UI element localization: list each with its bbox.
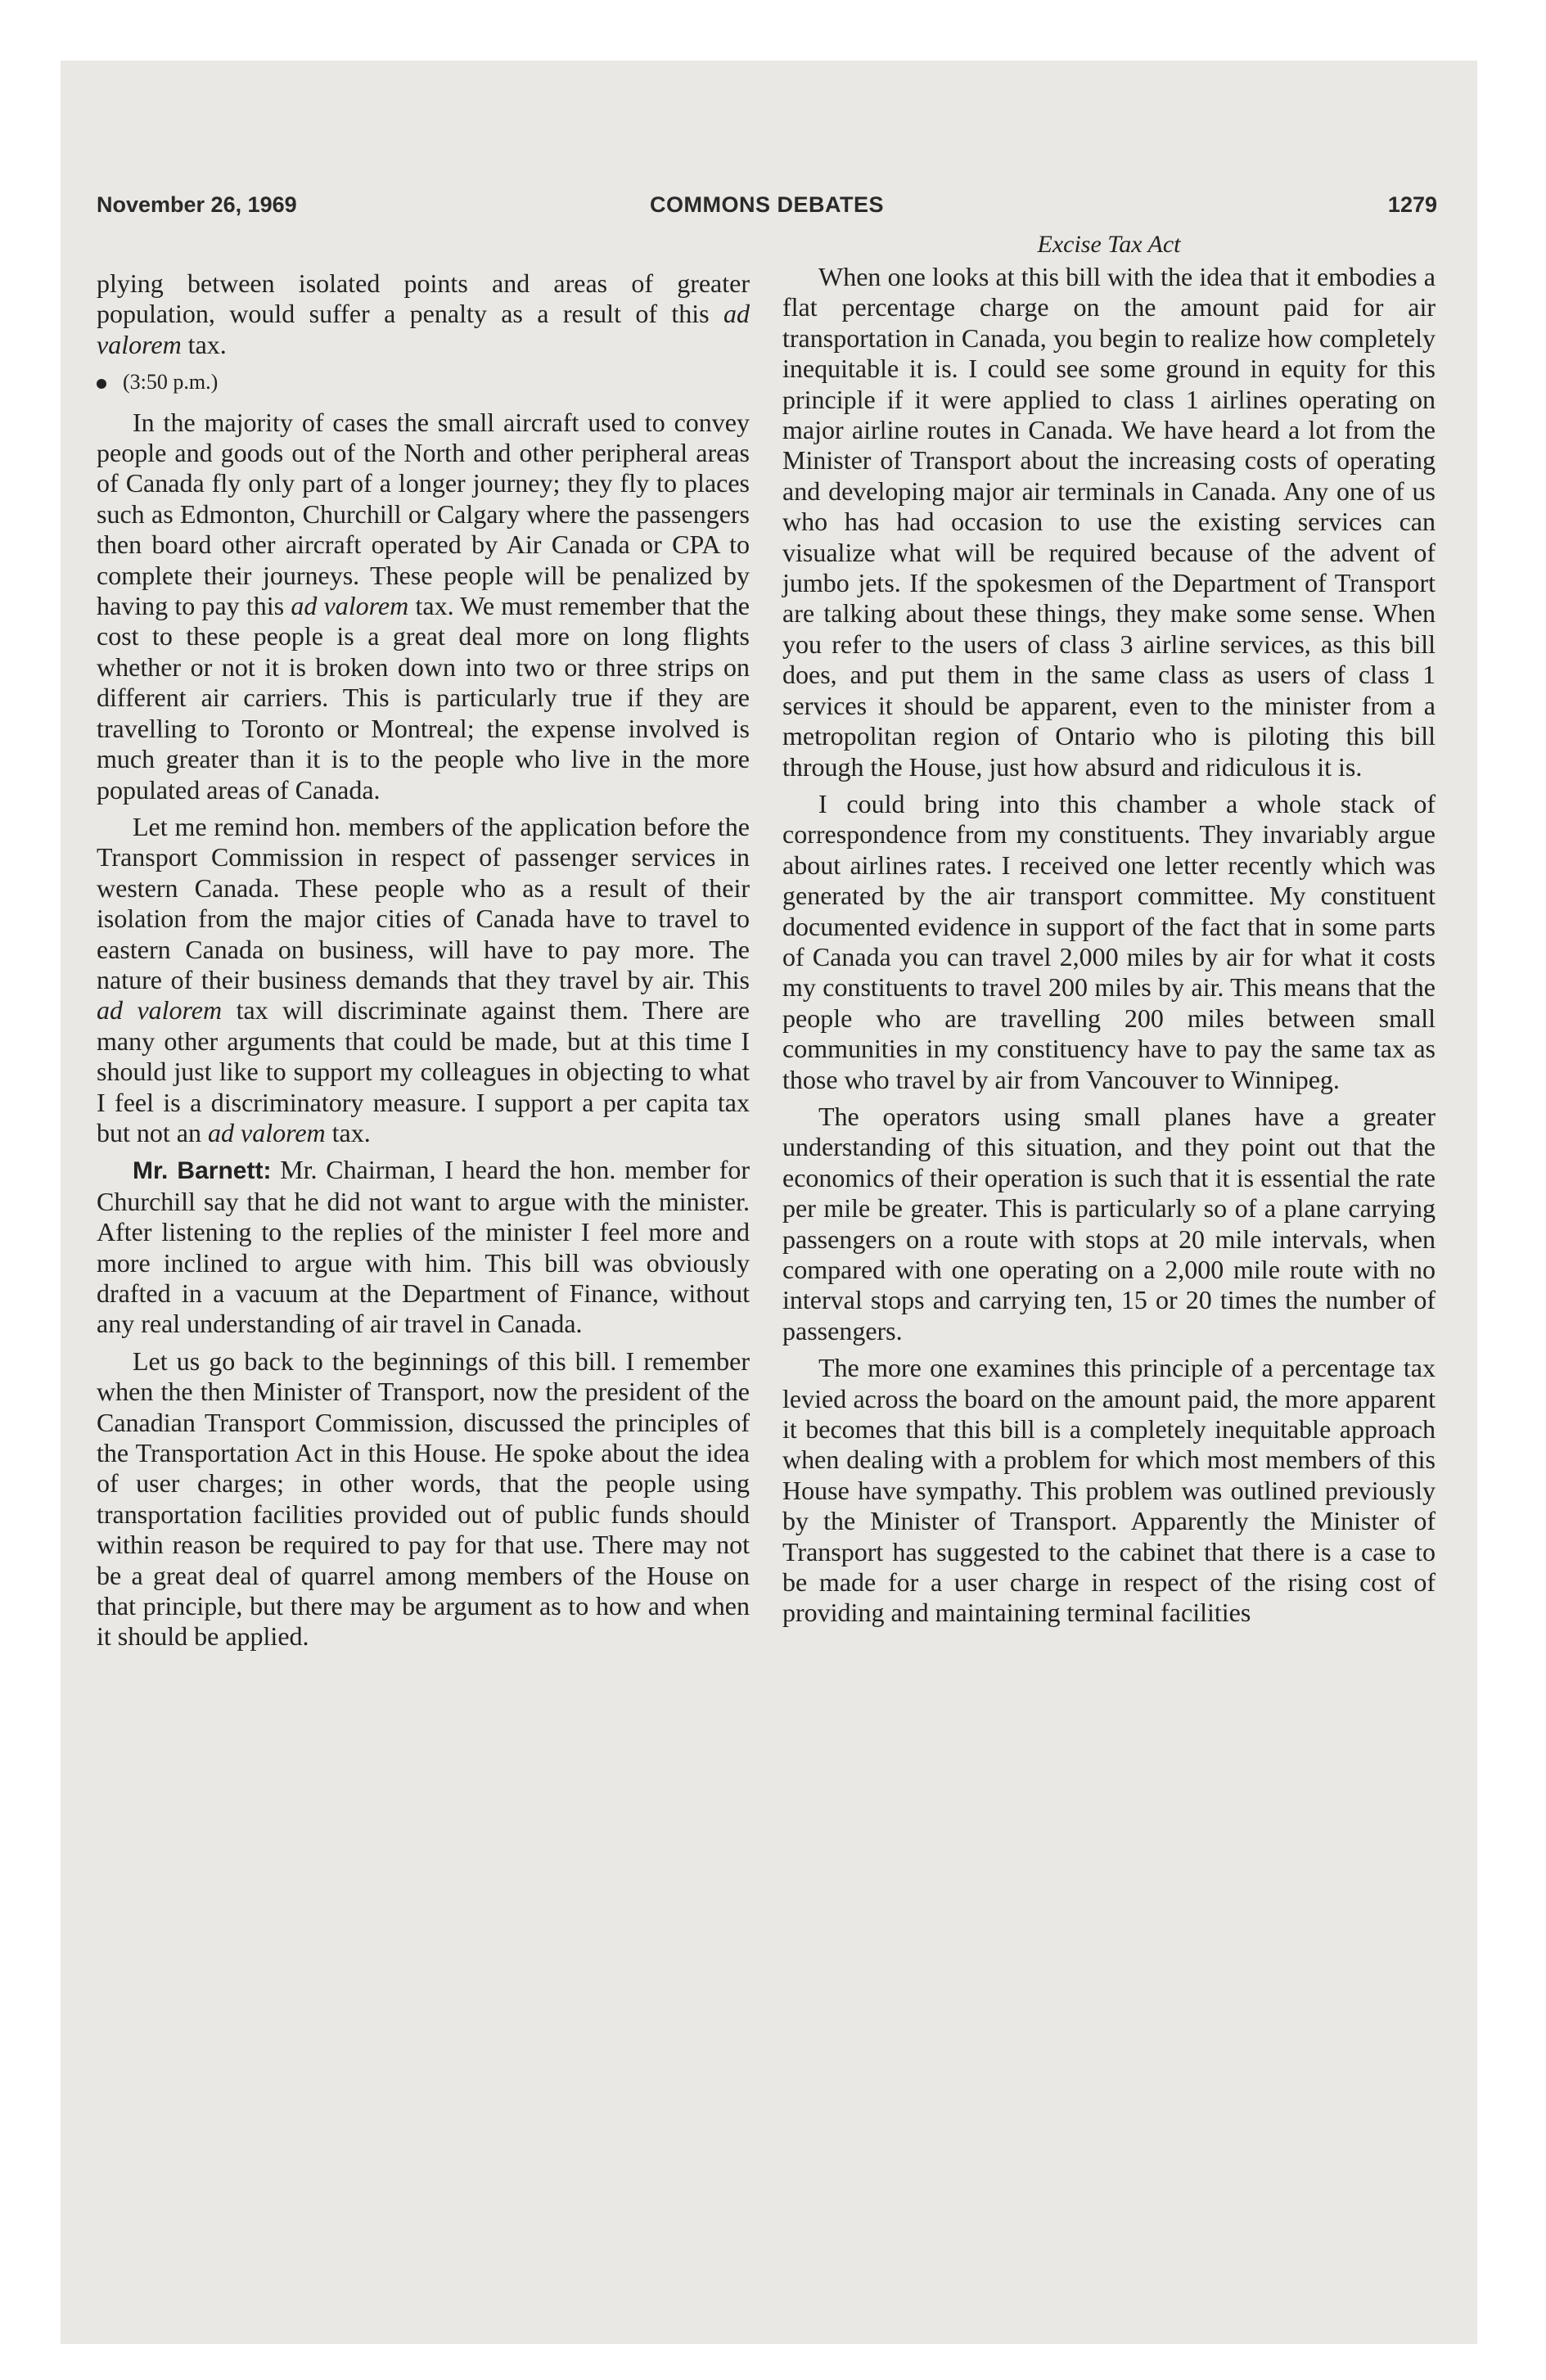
italic-term: ad valorem <box>291 591 409 621</box>
italic-term: ad valorem <box>207 1117 326 1147</box>
text-run: Let me remind hon. members of the application before the Transport Commission in respect of passenger services in western Canada. These people who as a result of their isolation from the major cities of Canada have to travel to eastern Canada on business, will have to pay more. The nature of their business demands that they travel by air. This <box>97 811 750 994</box>
text-run: tax. We must remember that the cost to these people is a great deal more on long flights whether or not it is broken down into two or three strips on different air carriers. This is particularly true if they are travelling to Toronto or Montreal; the expense involved is much greater than it is to the people who live in the more populated areas of Canada. <box>97 591 750 805</box>
left-column <box>97 268 750 1659</box>
paragraph: The more one examines this principle of a percentage tax levied across the board on the amount paid, the more apparent it becomes that this bill is a completely inequitable approach when dealing with a problem for which most members of this House have sympathy. This problem was outlined previously by the Minister of Transport. Apparently the Minister of Transport has suggested to the cabinet that there is a case to be made for a user charge in respect of the rising cost of providing and maintaining terminal facilities <box>782 1353 1436 1628</box>
bullet-icon <box>97 379 106 389</box>
header-date: November 26, 1969 <box>97 192 297 217</box>
right-column <box>782 231 1436 1635</box>
paragraph <box>97 268 750 360</box>
speaker-name: Mr. Barnett: <box>133 1157 272 1185</box>
paragraph <box>97 812 750 1148</box>
page-header <box>97 192 1437 225</box>
time-stamp-text: (3:50 p.m.) <box>123 370 219 394</box>
text-run: tax will discriminate against them. There are many other arguments that could be made, but at this time I should just like to support my colleagues in objecting to what I feel is a discriminatory measure. I support a per capita tax but not an <box>97 995 750 1147</box>
text-run: tax. <box>181 329 227 359</box>
italic-term: ad valorem <box>97 299 750 359</box>
time-stamp <box>97 367 750 397</box>
header-title: COMMONS DEBATES <box>649 192 884 217</box>
italic-term: ad valorem <box>97 995 223 1025</box>
text-run: Mr. Chairman, I heard the hon. member for Churchill say that he did not want to argue with the minister. After listening to the replies of the minister I feel more and more inclined to argue with him. This bill was obviously drafted in a vacuum at the Department of Finance, without any real understanding of air travel in Canada. <box>97 1155 750 1339</box>
paragraph: I could bring into this chamber a whole stack of correspondence from my constituents. They invariably argue about airlines rates. I received one letter recently which was generated by the air transport committee. My constituent documented evidence in support of the fact that in some parts of Canada you can travel 2,000 miles by air for what it costs my constituents to travel 200 miles by air. This means that the people who are travelling 200 miles between small communities in my constituency have to pay the same tax as those who travel by air from Vancouver to Winnipeg. <box>782 788 1436 1094</box>
paragraph: The operators using small planes have a greater understanding of this situation, and they point out that the economics of their operation is such that it is essential the rate per mile be greater. This is particularly so of a plane carrying passengers on a route with stops at 20 mile intervals, when compared with one operating on a 2,000 mile route with no interval stops and carrying ten, 15 or 20 times the number of passengers. <box>782 1101 1436 1346</box>
paragraph: Let us go back to the beginnings of this bill. I remember when the then Minister of Transport, now the president of the Canadian Transport Commission, discussed the principles of the Transportation Act in this House. He spoke about the idea of user charges; in other words, that the people using transportation facilities provided out of public funds should within reason be required to pay for that use. There may not be a great deal of quarrel among members of the House on that principle, but there may be argument as to how and when it should be applied. <box>97 1346 750 1652</box>
text-run: In the majority of cases the small aircraft used to convey people and goods out of the North and other peripheral areas of Canada fly only part of a longer journey; they fly to places such as Edmonton, Churchill or Calgary where the passengers then board other aircraft operated by Air Canada or CPA to complete their journeys. These people will be penalized by having to pay this <box>97 407 750 621</box>
paragraph <box>97 1155 750 1339</box>
text-run: tax. <box>325 1117 371 1147</box>
text-run: plying between isolated points and areas of greater population, would suffer a penalty as a result of this <box>97 268 750 329</box>
page-number: 1279 <box>1387 192 1437 217</box>
running-head: Excise Tax Act <box>1037 231 1181 258</box>
paragraph <box>97 408 750 805</box>
paragraph: When one looks at this bill with the idea that it embodies a flat percentage charge on the amount paid for air transportation in Canada, you begin to realize how completely inequitable it is. I could see some ground in equity for this principle if it were applied to class 1 airlines operating on major airline routes in Canada. We have heard a lot from the Minister of Transport about the increasing costs of operating and developing major air terminals in Canada. Any one of us who has had occasion to use the existing services can visualize what will be required because of the advent of jumbo jets. If the spokesmen of the Department of Transport are talking about these things, they make some sense. When you refer to the users of class 3 airline services, as this bill does, and put them in the same class as users of class 1 services it should be apparent, even to the minister from a metropolitan region of Ontario who is piloting this bill through the House, just how absurd and ridiculous it is. <box>782 262 1436 782</box>
